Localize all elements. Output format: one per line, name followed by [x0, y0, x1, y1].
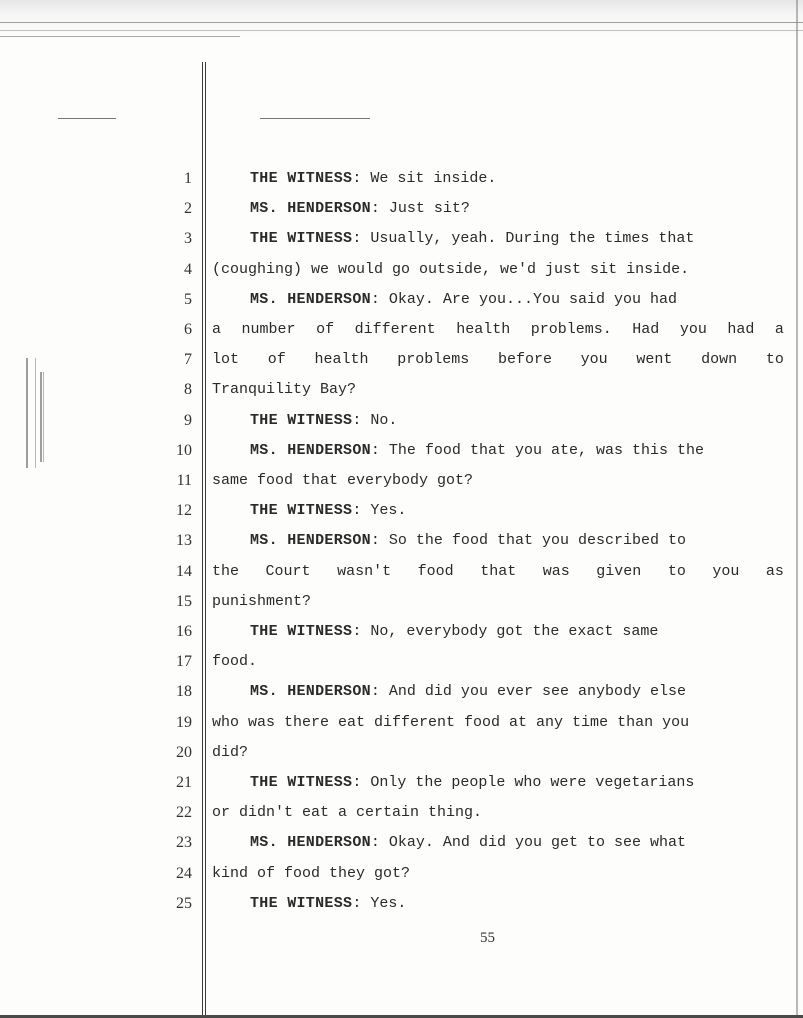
page-number: 55 — [480, 930, 495, 946]
spoken-text: : Only the people who were vegetarians — [352, 774, 695, 791]
line-text — [250, 770, 784, 796]
line-number: 2 — [184, 200, 192, 218]
word: health — [456, 321, 511, 338]
line-number: 22 — [176, 804, 192, 822]
transcript-line — [0, 891, 803, 917]
line-text — [212, 740, 784, 766]
line-number: 3 — [184, 230, 192, 248]
transcript-line — [0, 226, 803, 252]
transcript-line — [0, 861, 803, 887]
word: down — [701, 351, 738, 369]
transcript-line — [0, 589, 803, 615]
transcript-line — [0, 679, 803, 705]
line-number: 21 — [176, 774, 192, 791]
line-text — [250, 498, 784, 524]
transcript-line — [0, 770, 803, 796]
line-number: 16 — [176, 623, 192, 640]
line-number: 10 — [176, 441, 192, 459]
transcript-line — [0, 196, 803, 222]
speaker-label: MS. HENDERSON — [250, 834, 371, 852]
speaker-label: THE WITNESS — [250, 502, 353, 520]
spoken-text: : And did you ever see anybody else — [370, 683, 686, 701]
transcript-line — [0, 317, 803, 343]
line-number: 12 — [176, 502, 192, 520]
line-text — [212, 377, 784, 403]
transcript-line — [0, 468, 803, 494]
word: you — [580, 351, 608, 369]
line-text — [212, 468, 784, 494]
word: you — [712, 562, 740, 580]
word: lot — [212, 351, 240, 369]
line-text — [212, 257, 784, 283]
word: you — [679, 321, 707, 338]
spoken-text: : No. — [352, 411, 398, 429]
line-number: 18 — [176, 683, 192, 701]
line-text — [212, 317, 784, 343]
word: Had — [632, 321, 660, 338]
spoken-text: punishment? — [212, 592, 312, 610]
speaker-label: THE WITNESS — [250, 230, 353, 248]
scan-artifact-mark — [58, 118, 116, 119]
line-text — [250, 438, 784, 464]
line-number: 13 — [176, 532, 192, 550]
transcript-line — [0, 619, 803, 645]
transcript-line — [0, 377, 803, 403]
word: Court — [265, 562, 311, 580]
speaker-label: THE WITNESS — [250, 894, 353, 912]
transcript-line — [0, 347, 803, 373]
spoken-text: : Okay. Are you...You said you had — [370, 290, 677, 308]
speaker-label: THE WITNESS — [250, 774, 353, 791]
word: had — [727, 321, 755, 338]
transcript-line — [0, 438, 803, 464]
transcript-line — [0, 710, 803, 736]
line-text — [250, 166, 784, 192]
word: that — [480, 562, 517, 580]
transcript-line — [0, 257, 803, 283]
transcript-line — [0, 287, 803, 313]
scan-shadow — [0, 0, 803, 40]
spoken-text: kind of food they got? — [212, 864, 411, 882]
line-number: 9 — [184, 411, 192, 429]
spoken-text: same food that everybody got? — [212, 472, 474, 489]
spoken-text: Tranquility Bay? — [212, 381, 357, 399]
line-text — [250, 196, 784, 222]
word: to — [765, 351, 784, 369]
line-number: 5 — [184, 290, 192, 308]
spoken-text: who was there eat different food at any time than you — [212, 713, 690, 731]
line-number: 24 — [176, 864, 192, 882]
word: to — [667, 562, 686, 580]
line-text — [250, 528, 784, 554]
spoken-text: : The food that you ate, was this the — [370, 441, 704, 459]
speaker-label: MS. HENDERSON — [250, 290, 371, 308]
line-text — [250, 679, 784, 705]
line-text — [250, 408, 784, 434]
line-number: 1 — [184, 170, 192, 187]
line-number: 19 — [176, 713, 192, 731]
line-text — [250, 891, 784, 917]
spoken-text: : Just sit? — [370, 200, 470, 218]
line-number: 17 — [176, 653, 192, 671]
line-number: 6 — [184, 321, 192, 338]
word: problems. — [530, 321, 612, 338]
word: was — [542, 562, 570, 580]
transcript-line — [0, 740, 803, 766]
line-text — [250, 619, 784, 645]
word: wasn't — [337, 562, 392, 580]
speaker-label: THE WITNESS — [250, 411, 353, 429]
scan-artifact-line — [0, 22, 803, 23]
line-number: 8 — [184, 381, 192, 399]
scan-artifact-line — [0, 30, 803, 31]
transcript-line — [0, 800, 803, 826]
word: went — [636, 351, 673, 369]
word: number — [241, 321, 296, 338]
word: a — [774, 321, 784, 338]
word: given — [596, 562, 642, 580]
spoken-text: did? — [212, 743, 249, 761]
line-text — [212, 800, 784, 826]
spoken-text: : Yes. — [352, 502, 407, 520]
line-number: 14 — [176, 562, 192, 580]
line-number: 25 — [176, 894, 192, 912]
word: health — [314, 351, 369, 369]
transcript-line — [0, 830, 803, 856]
line-number: 11 — [176, 472, 192, 489]
line-text — [250, 287, 784, 313]
line-number: 23 — [176, 834, 192, 852]
word: the — [212, 562, 240, 580]
spoken-text: : No, everybody got the exact same — [352, 623, 659, 640]
word: of — [316, 321, 335, 338]
line-text — [212, 347, 784, 373]
line-text — [250, 830, 784, 856]
speaker-label: MS. HENDERSON — [250, 200, 371, 218]
word: of — [267, 351, 286, 369]
speaker-label: MS. HENDERSON — [250, 532, 371, 550]
transcript-line — [0, 408, 803, 434]
line-text — [212, 589, 784, 615]
word: before — [497, 351, 552, 369]
speaker-label: MS. HENDERSON — [250, 441, 371, 459]
line-text — [212, 649, 784, 675]
line-text — [250, 226, 784, 252]
line-number: 20 — [176, 743, 192, 761]
transcript-line — [0, 528, 803, 554]
line-number: 7 — [184, 351, 192, 369]
line-number: 15 — [176, 592, 192, 610]
speaker-label: THE WITNESS — [250, 623, 353, 640]
spoken-text: food. — [212, 653, 258, 671]
line-text — [212, 559, 784, 585]
word: food — [417, 562, 454, 580]
scan-artifact-mark — [260, 118, 370, 119]
word: a — [212, 321, 222, 338]
word: different — [354, 321, 436, 338]
line-number: 4 — [184, 260, 192, 278]
transcript-line — [0, 559, 803, 585]
speaker-label: MS. HENDERSON — [250, 683, 371, 701]
spoken-text: (coughing) we would go outside, we'd just sit inside. — [212, 260, 690, 278]
spoken-text: : We sit inside. — [352, 170, 497, 187]
spoken-text: or didn't eat a certain thing. — [212, 804, 483, 822]
transcript-line — [0, 166, 803, 192]
spoken-text: : Yes. — [352, 894, 407, 912]
scan-artifact-line — [0, 36, 240, 37]
spoken-text: : Usually, yeah. During the times that — [352, 230, 695, 248]
transcript-line — [0, 649, 803, 675]
word: problems — [397, 351, 470, 369]
line-text — [212, 861, 784, 887]
spoken-text: : Okay. And did you get to see what — [370, 834, 686, 852]
line-text — [212, 710, 784, 736]
speaker-label: THE WITNESS — [250, 170, 353, 187]
transcript-line — [0, 498, 803, 524]
word: as — [765, 562, 784, 580]
spoken-text: : So the food that you described to — [370, 532, 686, 550]
